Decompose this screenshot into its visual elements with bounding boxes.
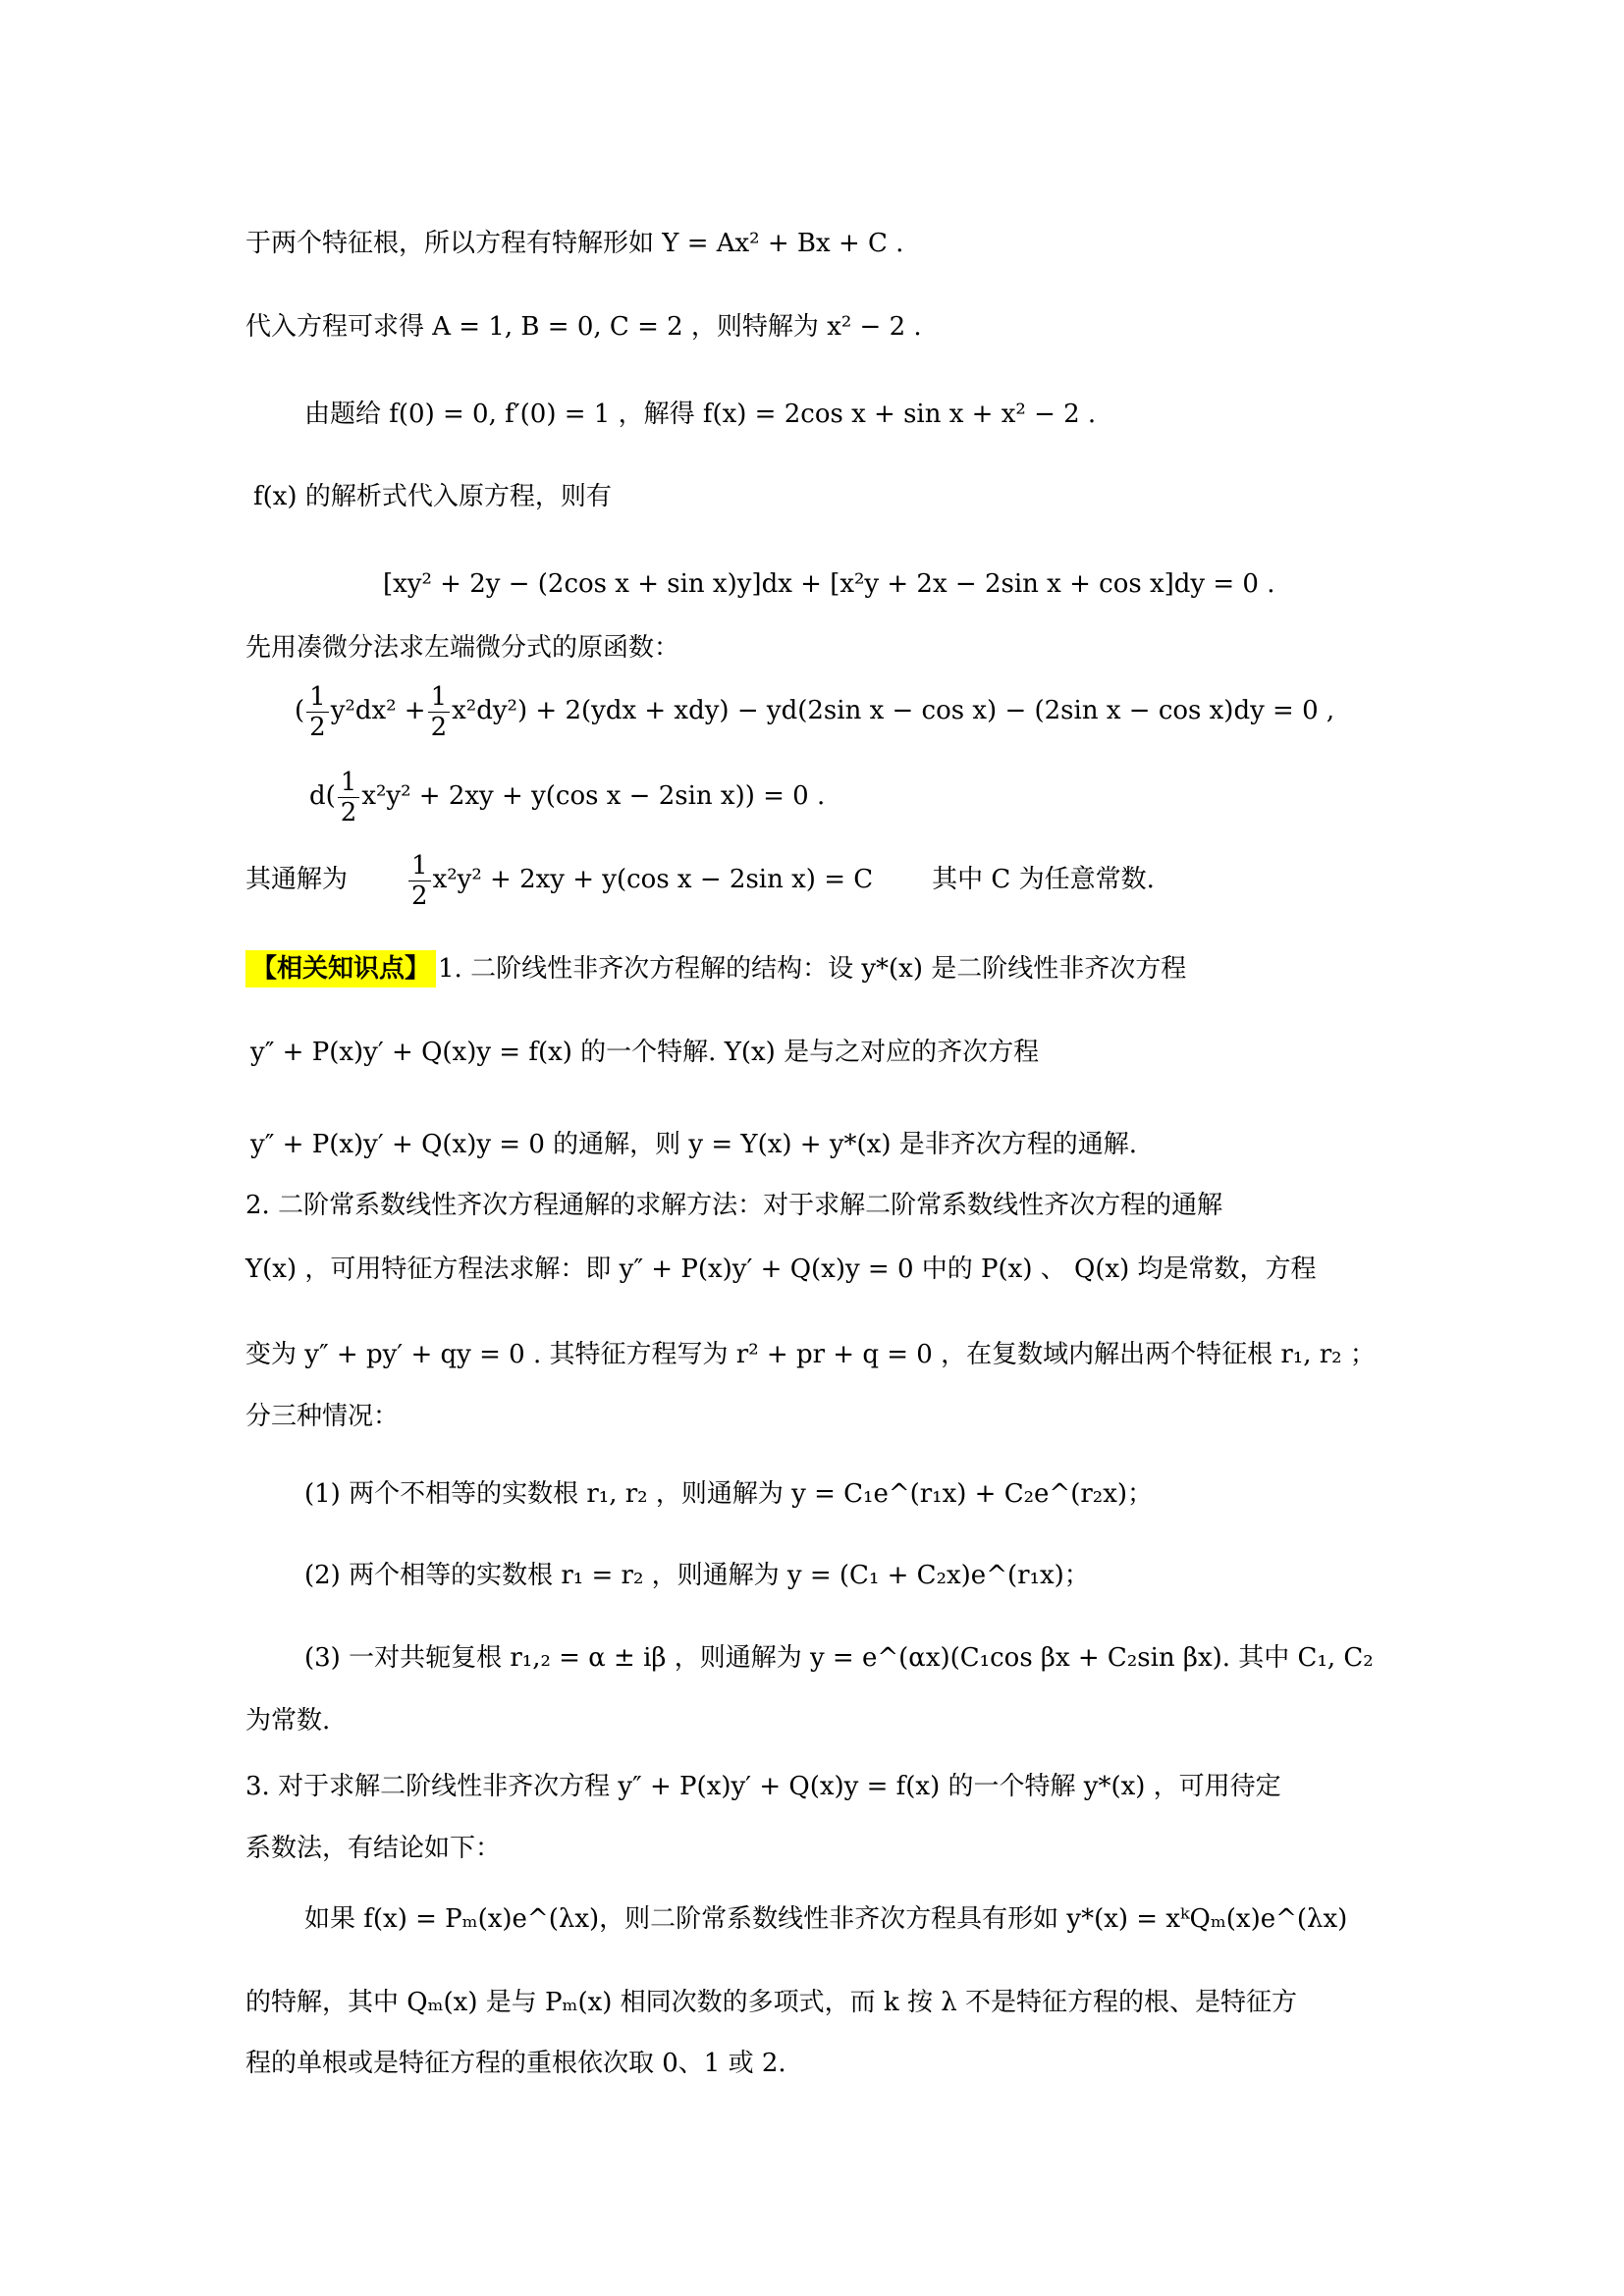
equation-1: [xy² + 2y − (2cos x + sin x)y]dx + [x²y + 2x − 2sin x + cos x]dy = 0 . bbox=[383, 569, 1275, 599]
knowledge-line-1 bbox=[245, 949, 1186, 988]
paren-open: ( bbox=[295, 696, 305, 725]
equation-3 bbox=[309, 766, 825, 828]
text-line-14: Y(x) ，可用特征方程法求解：即 y″ + P(x)y′ + Q(x)y = 0 中的 P(x) 、 Q(x) 均是常数，方程 bbox=[245, 1255, 1317, 1284]
fraction-half: $\frac{1}{2}$ bbox=[338, 768, 360, 828]
text-line-1: 于两个特征根，所以方程有特解形如 Y = Ax² + Bx + C . bbox=[245, 229, 904, 258]
equation-3-part-b: x²y² + 2xy + y(cos x − 2sin x)) = 0 . bbox=[361, 781, 826, 811]
text-line-3: 由题给 f(0) = 0, f′(0) = 1 ，解得 f(x) = 2cos x + sin x + x² − 2 . bbox=[304, 400, 1097, 429]
text-line-22: 系数法，有结论如下： bbox=[245, 1834, 502, 1863]
text-line-11: y″ + P(x)y′ + Q(x)y = f(x) 的一个特解. Y(x) 是与之对应的齐次方程 bbox=[250, 1038, 1040, 1067]
equation-2-part-a: y²dx² + bbox=[330, 696, 426, 725]
knowledge-tag: 【相关知识点】 bbox=[245, 950, 436, 988]
equation-2-part-b: x²dy²) + 2(ydx + xdy) − yd(2sin x − cos x) − (2sin x − cos x)dy = 0 , bbox=[452, 696, 1335, 725]
case-1: (1) 两个不相等的实数根 r₁, r₂ ，则通解为 y = C₁e^(r₁x) + C₂e^(r₂x)； bbox=[304, 1479, 1154, 1509]
text-line-4: f(x) 的解析式代入原方程，则有 bbox=[253, 482, 612, 511]
text-line-16: 分三种情况： bbox=[245, 1402, 400, 1431]
fraction-half: $\frac{1}{2}$ bbox=[306, 682, 329, 742]
equation-2 bbox=[295, 680, 1334, 742]
text-line-2: 代入方程可求得 A = 1, B = 0, C = 2 ，则特解为 x² − 2 . bbox=[245, 312, 922, 342]
case-3: (3) 一对共轭复根 r₁,₂ = α ± iβ ，则通解为 y = e^(αx)(C₁cos βx + C₂sin βx). 其中 C₁, C₂ bbox=[304, 1643, 1374, 1673]
fraction-half: $\frac{1}{2}$ bbox=[428, 682, 451, 742]
equation-3-part-a: d( bbox=[309, 781, 336, 811]
general-solution-formula: x²y² + 2xy + y(cos x − 2sin x) = C bbox=[432, 865, 874, 894]
general-solution-label: 其通解为 bbox=[245, 865, 349, 894]
text-line-25: 程的单根或是特征方程的重根依次取 0、1 或 2. bbox=[245, 2049, 786, 2078]
fraction-half: $\frac{1}{2}$ bbox=[408, 851, 431, 911]
text-line-13: 2. 二阶常系数线性齐次方程通解的求解方法：对于求解二阶常系数线性齐次方程的通解 bbox=[245, 1191, 1223, 1220]
text-line-12: y″ + P(x)y′ + Q(x)y = 0 的通解，则 y = Y(x) + y*(x) 是非齐次方程的通解. bbox=[250, 1130, 1138, 1159]
text-line-15: 变为 y″ + py′ + qy = 0 . 其特征方程写为 r² + pr + q = 0 ，在复数域内解出两个特征根 r₁, r₂ ； bbox=[245, 1340, 1376, 1369]
general-solution-note: 其中 C 为任意常数. bbox=[932, 865, 1155, 894]
case-2: (2) 两个相等的实数根 r₁ = r₂ ，则通解为 y = (C₁ + C₂x)e^(r₁x)； bbox=[304, 1561, 1090, 1590]
text-line-24: 的特解，其中 Qₘ(x) 是与 Pₘ(x) 相同次数的多项式，而 k 按 λ 不是特征方程的根、是特征方 bbox=[245, 1988, 1297, 2017]
text-line-21: 3. 对于求解二阶线性非齐次方程 y″ + P(x)y′ + Q(x)y = f(x) 的一个特解 y*(x) ，可用待定 bbox=[245, 1772, 1281, 1801]
text-line-23: 如果 f(x) = Pₘ(x)e^(λx)，则二阶常系数线性非齐次方程具有形如 y*(x) = xᵏQₘ(x)e^(λx) bbox=[304, 1904, 1348, 1934]
text-line-20: 为常数. bbox=[245, 1706, 331, 1735]
general-solution-line bbox=[245, 849, 1155, 911]
text-line-6: 先用凑微分法求左端微分式的原函数： bbox=[245, 633, 680, 663]
knowledge-text-1: 1. 二阶线性非齐次方程解的结构：设 y*(x) 是二阶线性非齐次方程 bbox=[438, 954, 1187, 984]
